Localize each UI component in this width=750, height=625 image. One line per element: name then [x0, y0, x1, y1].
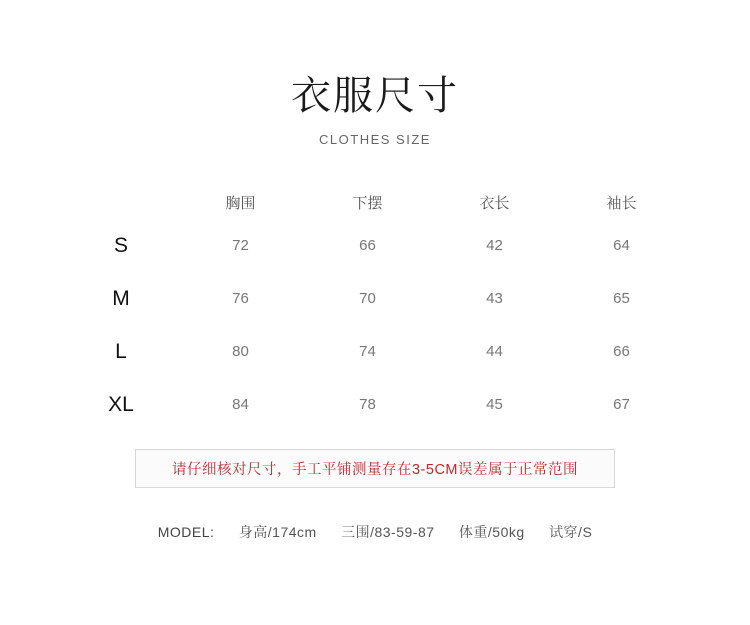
- cell-m-bust: 76: [232, 290, 249, 307]
- table-row: [65, 325, 685, 378]
- model-height: 身高/174cm: [238, 524, 317, 540]
- cell-l-length: 44: [486, 343, 503, 360]
- cell-s-bust: 72: [232, 237, 249, 254]
- cell-m-sleeve: 65: [613, 290, 630, 307]
- table-corner-header: [65, 191, 177, 219]
- model-info: [0, 522, 750, 542]
- column-header-hem: 下摆: [352, 195, 383, 212]
- model-wearing-size: 试穿/S: [549, 524, 593, 540]
- row-label-m: M: [112, 286, 130, 310]
- page-subtitle: CLOTHES SIZE: [319, 132, 431, 147]
- cell-l-sleeve: 66: [613, 343, 630, 360]
- cell-m-hem: 70: [359, 290, 376, 307]
- row-label-s: S: [113, 233, 128, 257]
- cell-xl-hem: 78: [359, 396, 376, 413]
- size-chart-page: [0, 72, 750, 625]
- size-table: [65, 191, 685, 431]
- column-header-length: 衣长: [479, 195, 510, 212]
- page-title: 衣服尺寸: [291, 74, 459, 118]
- model-label: MODEL:: [157, 524, 215, 540]
- model-weight: 体重/50kg: [458, 524, 525, 540]
- cell-l-hem: 74: [359, 343, 376, 360]
- table-row: [65, 378, 685, 431]
- cell-xl-sleeve: 67: [613, 396, 630, 413]
- cell-m-length: 43: [486, 290, 503, 307]
- model-measurements: 三围/83-59-87: [341, 524, 435, 540]
- row-label-l: L: [115, 339, 127, 363]
- column-header-bust: 胸围: [225, 195, 256, 212]
- cell-l-bust: 80: [232, 343, 249, 360]
- column-header-sleeve: 袖长: [606, 195, 637, 212]
- table-row: [65, 272, 685, 325]
- measurement-notice: 请仔细核对尺寸，手工平铺测量存在3-5CM误差属于正常范围: [135, 449, 615, 488]
- cell-xl-length: 45: [486, 396, 503, 413]
- cell-s-sleeve: 64: [613, 237, 630, 254]
- cell-s-length: 42: [486, 237, 503, 254]
- cell-xl-bust: 84: [232, 396, 249, 413]
- cell-s-hem: 66: [359, 237, 376, 254]
- table-header-row: [65, 191, 685, 219]
- table-row: [65, 219, 685, 272]
- row-label-xl: XL: [108, 392, 134, 416]
